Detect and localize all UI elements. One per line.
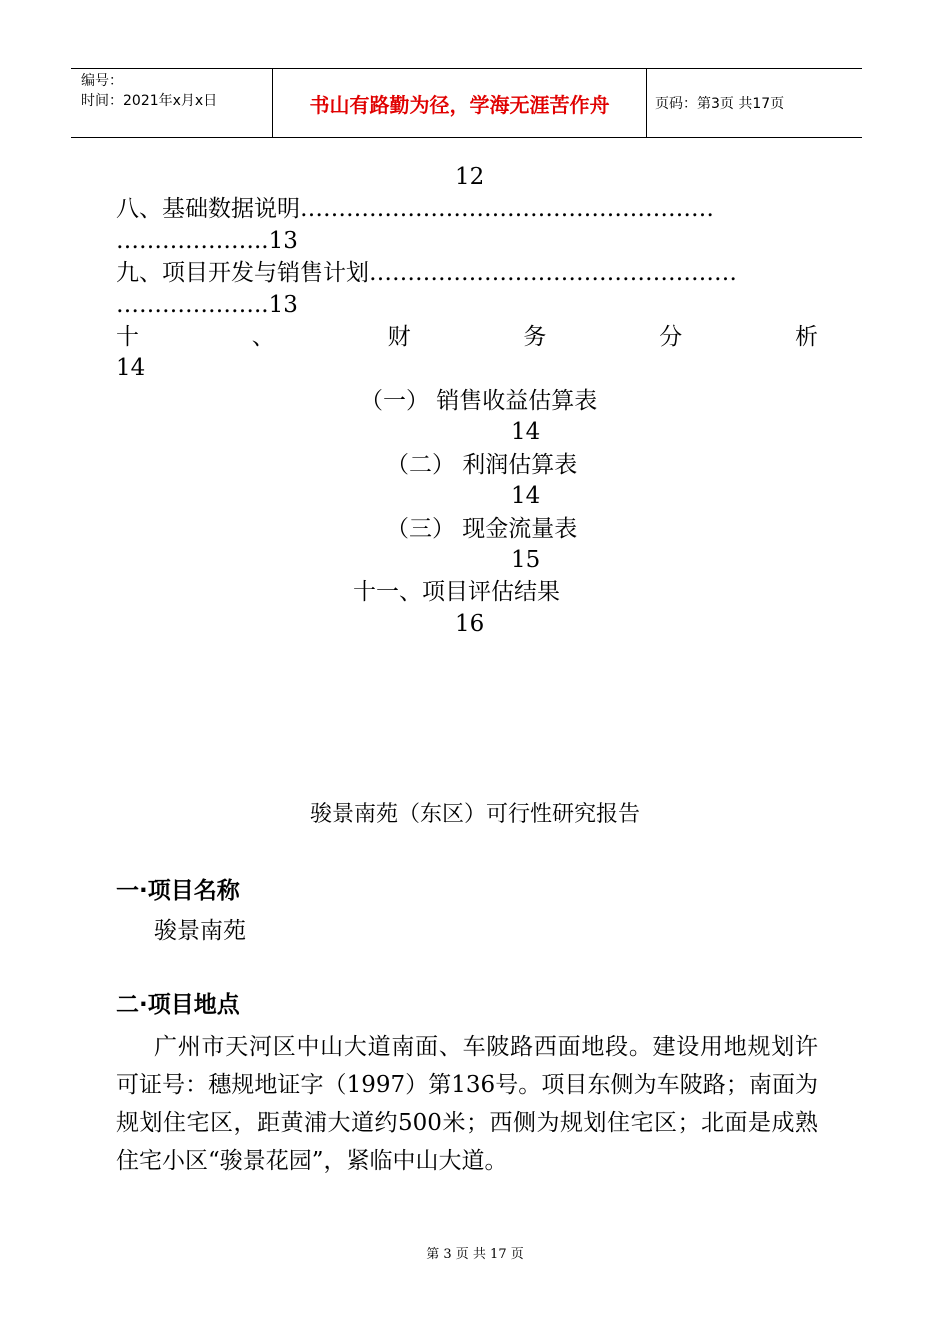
toc-sub-2-title: （二） 利润估算表 (386, 452, 578, 478)
toc-item-10-title (116, 322, 818, 352)
document-time: 时间：2021年x月x日 (81, 93, 218, 109)
toc-item-10-page: 14 (116, 355, 146, 381)
toc-item-10-char: 、 (251, 324, 275, 350)
toc-sub-3-title: （三） 现金流量表 (386, 516, 578, 542)
toc-item-10-char: 务 (523, 324, 547, 350)
toc-item-10-char: 分 (659, 324, 683, 350)
toc-item-11-page: 16 (455, 611, 485, 637)
toc-item-9-continuation: ………………..13 (116, 292, 298, 318)
toc-sub-3-page: 15 (511, 547, 541, 573)
toc-sub-1-page: 14 (511, 419, 541, 445)
toc-item-10-char: 十 (116, 324, 139, 350)
toc-item-10-char: 财 (387, 324, 411, 350)
section-2-body: 广州市天河区中山大道南面、车陂路西面地段。建设用地规划许可证号：穗规地证字（1997）第136号。项目东侧为车陂路；南面为规划住宅区，距黄浦大道约500米；西侧为规划住宅区；北面是成熟住宅小区“骏景花园”，紧临中山大道。 (116, 1034, 818, 1174)
toc-sub-2-page: 14 (511, 483, 541, 509)
toc-item-8-continuation: ………………..13 (116, 228, 298, 254)
section-1-heading: 一·项目名称 (116, 878, 240, 904)
toc-page-number: 12 (455, 164, 485, 190)
header-page-info: 页码：第3页 共17页 (655, 96, 785, 112)
header-motto: 书山有路勤为径，学海无涯苦作舟 (273, 69, 647, 137)
section-2-heading: 二·项目地点 (116, 992, 240, 1018)
header-left-cell (71, 69, 273, 137)
toc-item-8-title: 八、基础数据说明……………………………………………… (116, 196, 714, 222)
page-footer: 第 3 页 共 17 页 (426, 1247, 524, 1262)
toc-item-9-title: 九、项目开发与销售计划………………………………………… (116, 260, 737, 286)
section-1-body: 骏景南苑 (154, 918, 246, 944)
report-title: 骏景南苑（东区）可行性研究报告 (309, 802, 640, 827)
document-number-label: 编号： (81, 73, 123, 89)
toc-item-10-char: 析 (794, 324, 818, 350)
toc-item-11-title: 十一、项目评估结果 (353, 579, 560, 605)
page-header (71, 68, 862, 138)
toc-sub-1-title: （一） 销售收益估算表 (360, 388, 598, 414)
